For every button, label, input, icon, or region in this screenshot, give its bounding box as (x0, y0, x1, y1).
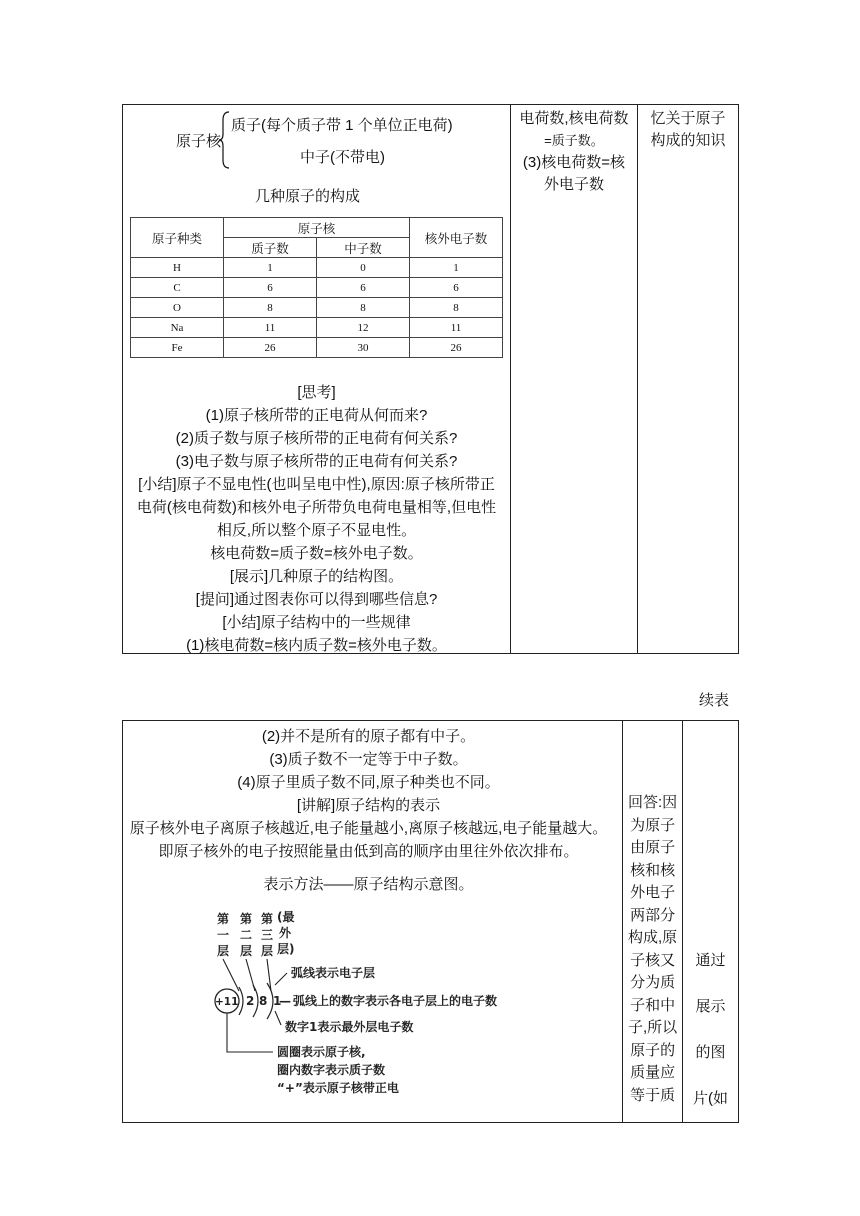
dash: — (279, 994, 291, 1008)
cell: 1 (224, 258, 317, 278)
outer-note-char3: 层) (277, 942, 295, 956)
table-row (131, 318, 503, 338)
text-line: 核电荷数=质子数=核外电子数。 (210, 545, 423, 562)
text-line: [提问]通过图表你可以得到哪些信息? (195, 591, 438, 608)
text-line: 原子的 (630, 1041, 676, 1059)
outer-note-char2: 外 (279, 926, 292, 940)
text-line: 回答:因 (628, 794, 678, 811)
text-line: [小结]原子结构中的一些规律 (222, 614, 411, 631)
layer3-char3: 层 (261, 944, 274, 958)
explanation-text (123, 725, 614, 863)
text-line: (3)质子数不一定等于中子数。 (269, 751, 468, 768)
text-line: (2)质子数与原子核所带的正电荷有何关系? (175, 430, 458, 447)
layer2-char3: 层 (240, 944, 253, 958)
outer-count-note: 数字1表示最外层电子数 (285, 1020, 414, 1034)
cell: 8 (410, 298, 503, 318)
cell: 0 (317, 258, 410, 278)
circle-note-3: “+”表示原子核带正电 (277, 1081, 399, 1095)
circle-note-1: 圆圈表示原子核, (277, 1045, 366, 1059)
cell: 30 (317, 338, 410, 358)
text-line: 外电子 (630, 884, 676, 901)
design-intent-cell (637, 105, 738, 654)
atom-composition-table (130, 217, 503, 358)
text-line: 的图 (695, 1044, 726, 1061)
cell: C (131, 278, 224, 298)
text-line: 展示 (695, 998, 726, 1015)
method-line: 表示方法——原子结构示意图。 (263, 876, 474, 893)
shell-count-2: 8 (259, 994, 268, 1008)
text-line: 核和核 (630, 861, 676, 879)
header-electrons: 核外电子数 (410, 218, 503, 258)
student-activity-cell (511, 105, 638, 654)
nucleus-charge: +11 (215, 996, 239, 1008)
outer-note-char1: (最 (277, 910, 295, 924)
text-line: 构成的知识 (650, 132, 726, 149)
text-line: 忆关于原子 (650, 110, 726, 127)
content-cell (123, 721, 623, 1123)
text-line: (1)核电荷数=核内质子数=核外电子数。 (186, 637, 447, 654)
table-row (131, 258, 503, 278)
nucleus-label: 原子核 (176, 133, 222, 150)
shell-count-1: 2 (246, 994, 255, 1008)
layer2-char1: 第 (240, 912, 253, 926)
cell: 8 (224, 298, 317, 318)
layer1-char1: 第 (217, 912, 230, 926)
text-line: 分为质 (630, 974, 676, 991)
cell: Fe (131, 338, 224, 358)
text-line: 等于质 (630, 1086, 676, 1104)
cell: 6 (317, 278, 410, 298)
layer3-char1: 第 (261, 912, 274, 926)
cell: H (131, 258, 224, 278)
text-line: 电荷数,核电荷数 (519, 110, 629, 127)
cell: 26 (410, 338, 503, 358)
cell: 11 (410, 318, 503, 338)
header-nucleus: 原子核 (224, 218, 410, 238)
layer2-char2: 二 (240, 928, 253, 942)
text-line: =质子数。 (544, 133, 604, 148)
text-line: [小结]原子不显电性(也叫呈电中性),原因:原子核所带正 (138, 476, 495, 493)
header-atom-type: 原子种类 (131, 218, 224, 258)
discussion-text (123, 381, 510, 657)
text-line: 相反,所以整个原子不显电性。 (216, 522, 417, 539)
text-line: (3)核电荷数=核 (522, 154, 625, 171)
cell: 1 (410, 258, 503, 278)
composition-title: 几种原子的构成 (255, 188, 361, 205)
content-cell (123, 105, 511, 654)
lesson-table-1 (122, 104, 739, 654)
proton-line: 质子(每个质子带 1 个单位正电荷) (231, 117, 453, 134)
cell: O (131, 298, 224, 318)
text-line: [讲解]原子结构的表示 (296, 797, 441, 814)
table-row (131, 338, 503, 358)
text-line: [思考] (297, 384, 336, 401)
arc-note: 弧线表示电子层 (291, 966, 376, 980)
text-line: 质量应 (630, 1064, 676, 1081)
text-line: 由原子 (630, 839, 676, 856)
text-line: 子和中 (630, 996, 676, 1014)
text-line: 为原子 (630, 816, 676, 834)
text-line: 即原子核外的电子按照能量由低到高的顺序由里往外依次排布。 (158, 843, 579, 860)
text-line: (3)电子数与原子核所带的正电荷有何关系? (175, 453, 458, 470)
cell: 8 (317, 298, 410, 318)
circle-note-2: 圈内数字表示质子数 (277, 1063, 386, 1077)
layer1-char2: 一 (217, 928, 230, 942)
text-line: 片(如 (693, 1090, 729, 1107)
header-protons: 质子数 (224, 238, 317, 258)
shell-count-3: 1 (273, 994, 282, 1008)
cell: 26 (224, 338, 317, 358)
text-line: 构成,原 (628, 929, 678, 946)
number-note: 弧线上的数字表示各电子层上的电子数 (293, 994, 498, 1008)
pointer-line (275, 1011, 281, 1025)
text-line: 子,所以 (628, 1019, 678, 1036)
layer1-char3: 层 (217, 944, 230, 958)
text-line: (4)原子里质子数不同,原子种类也不同。 (237, 774, 500, 791)
cell: 6 (410, 278, 503, 298)
text-line: 子核又 (630, 951, 676, 969)
neutron-line: 中子(不带电) (300, 149, 385, 166)
cell: 12 (317, 318, 410, 338)
continued-label: 续表 (699, 692, 730, 709)
text-line: (2)并不是所有的原子都有中子。 (261, 728, 476, 745)
table-row (131, 278, 503, 298)
brace-icon (219, 110, 231, 170)
lesson-table-2 (122, 720, 739, 1123)
pointer-line (227, 1013, 273, 1052)
text-line: 原子核外电子离原子核越近,电子能量越小,离原子核越远,电子能量越大。 (129, 820, 608, 837)
text-line: [展示]几种原子的结构图。 (229, 568, 404, 585)
text-line: 两部分 (630, 906, 676, 924)
design-intent-cell (683, 721, 739, 1123)
text-line: (1)原子核所带的正电荷从何而来? (205, 407, 428, 424)
pointer-line (223, 959, 239, 991)
text-line: 电荷(核电荷数)和核外电子所带负电荷电量相等,但电性 (136, 499, 497, 516)
table-row (131, 298, 503, 318)
layer3-char2: 三 (261, 928, 274, 942)
pointer-line (275, 973, 287, 985)
text-line: 外电子数 (543, 176, 604, 193)
text-line: 通过 (695, 952, 726, 969)
student-activity-cell (623, 721, 683, 1123)
cell: 6 (224, 278, 317, 298)
header-neutrons: 中子数 (317, 238, 410, 258)
cell: 11 (224, 318, 317, 338)
atom-structure-diagram (209, 907, 539, 1107)
cell: Na (131, 318, 224, 338)
